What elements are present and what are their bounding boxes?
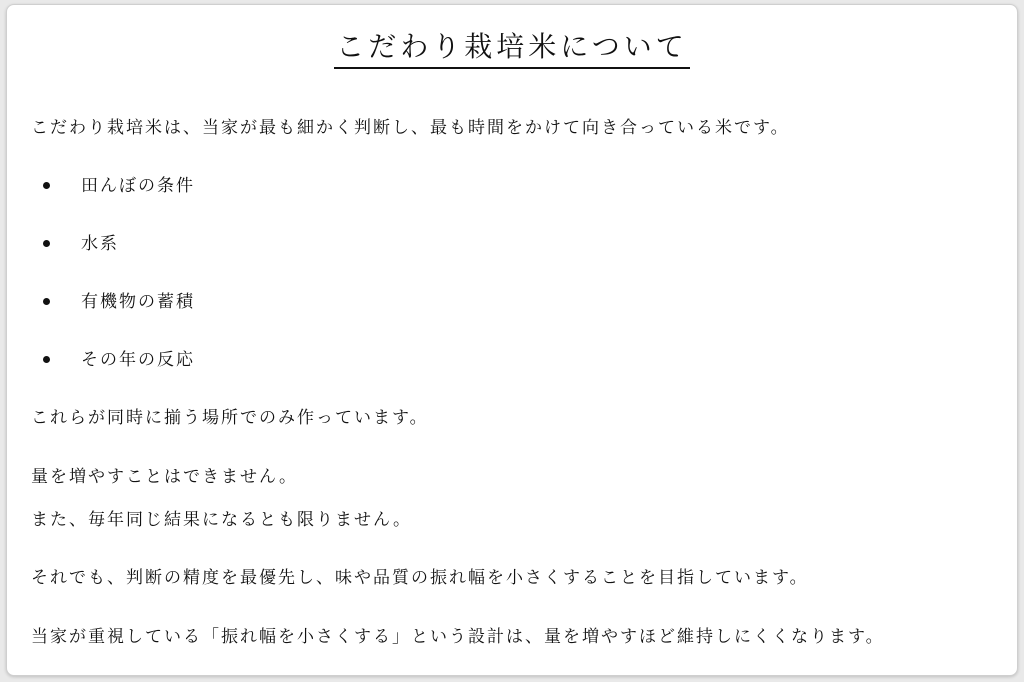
bullet-marker [43, 298, 50, 305]
condition-item-water: 水系 [81, 234, 119, 254]
page-title-text: こだわり栽培米について [334, 29, 689, 69]
condition-item-paddy: 田んぼの条件 [81, 176, 195, 196]
bullet-marker [43, 240, 50, 247]
intro-paragraph: こだわり栽培米は、当家が最も細かく判断し、最も時間をかけて向き合っている米です。 [31, 118, 790, 138]
condition-item-response: その年の反応 [81, 350, 195, 370]
paragraph-precision-priority: それでも、判断の精度を最優先し、味や品質の振れ幅を小さくすることを目指しています。 [31, 568, 809, 588]
bullet-marker [43, 182, 50, 189]
paragraph-design-note: 当家が重視している「振れ幅を小さくする」という設計は、量を増やすほど維持しにくくなります。 [31, 627, 885, 647]
paragraph-not-same-result: また、毎年同じ結果になるとも限りません。 [31, 510, 413, 530]
bullet-marker [43, 356, 50, 363]
paragraph-only-where-aligned: これらが同時に揃う場所でのみ作っています。 [31, 408, 429, 428]
paragraph-cannot-increase: 量を増やすことはできません。 [31, 467, 299, 487]
page-title [7, 29, 1017, 69]
condition-item-organic: 有機物の蓄積 [81, 292, 195, 312]
document-card [6, 4, 1018, 676]
